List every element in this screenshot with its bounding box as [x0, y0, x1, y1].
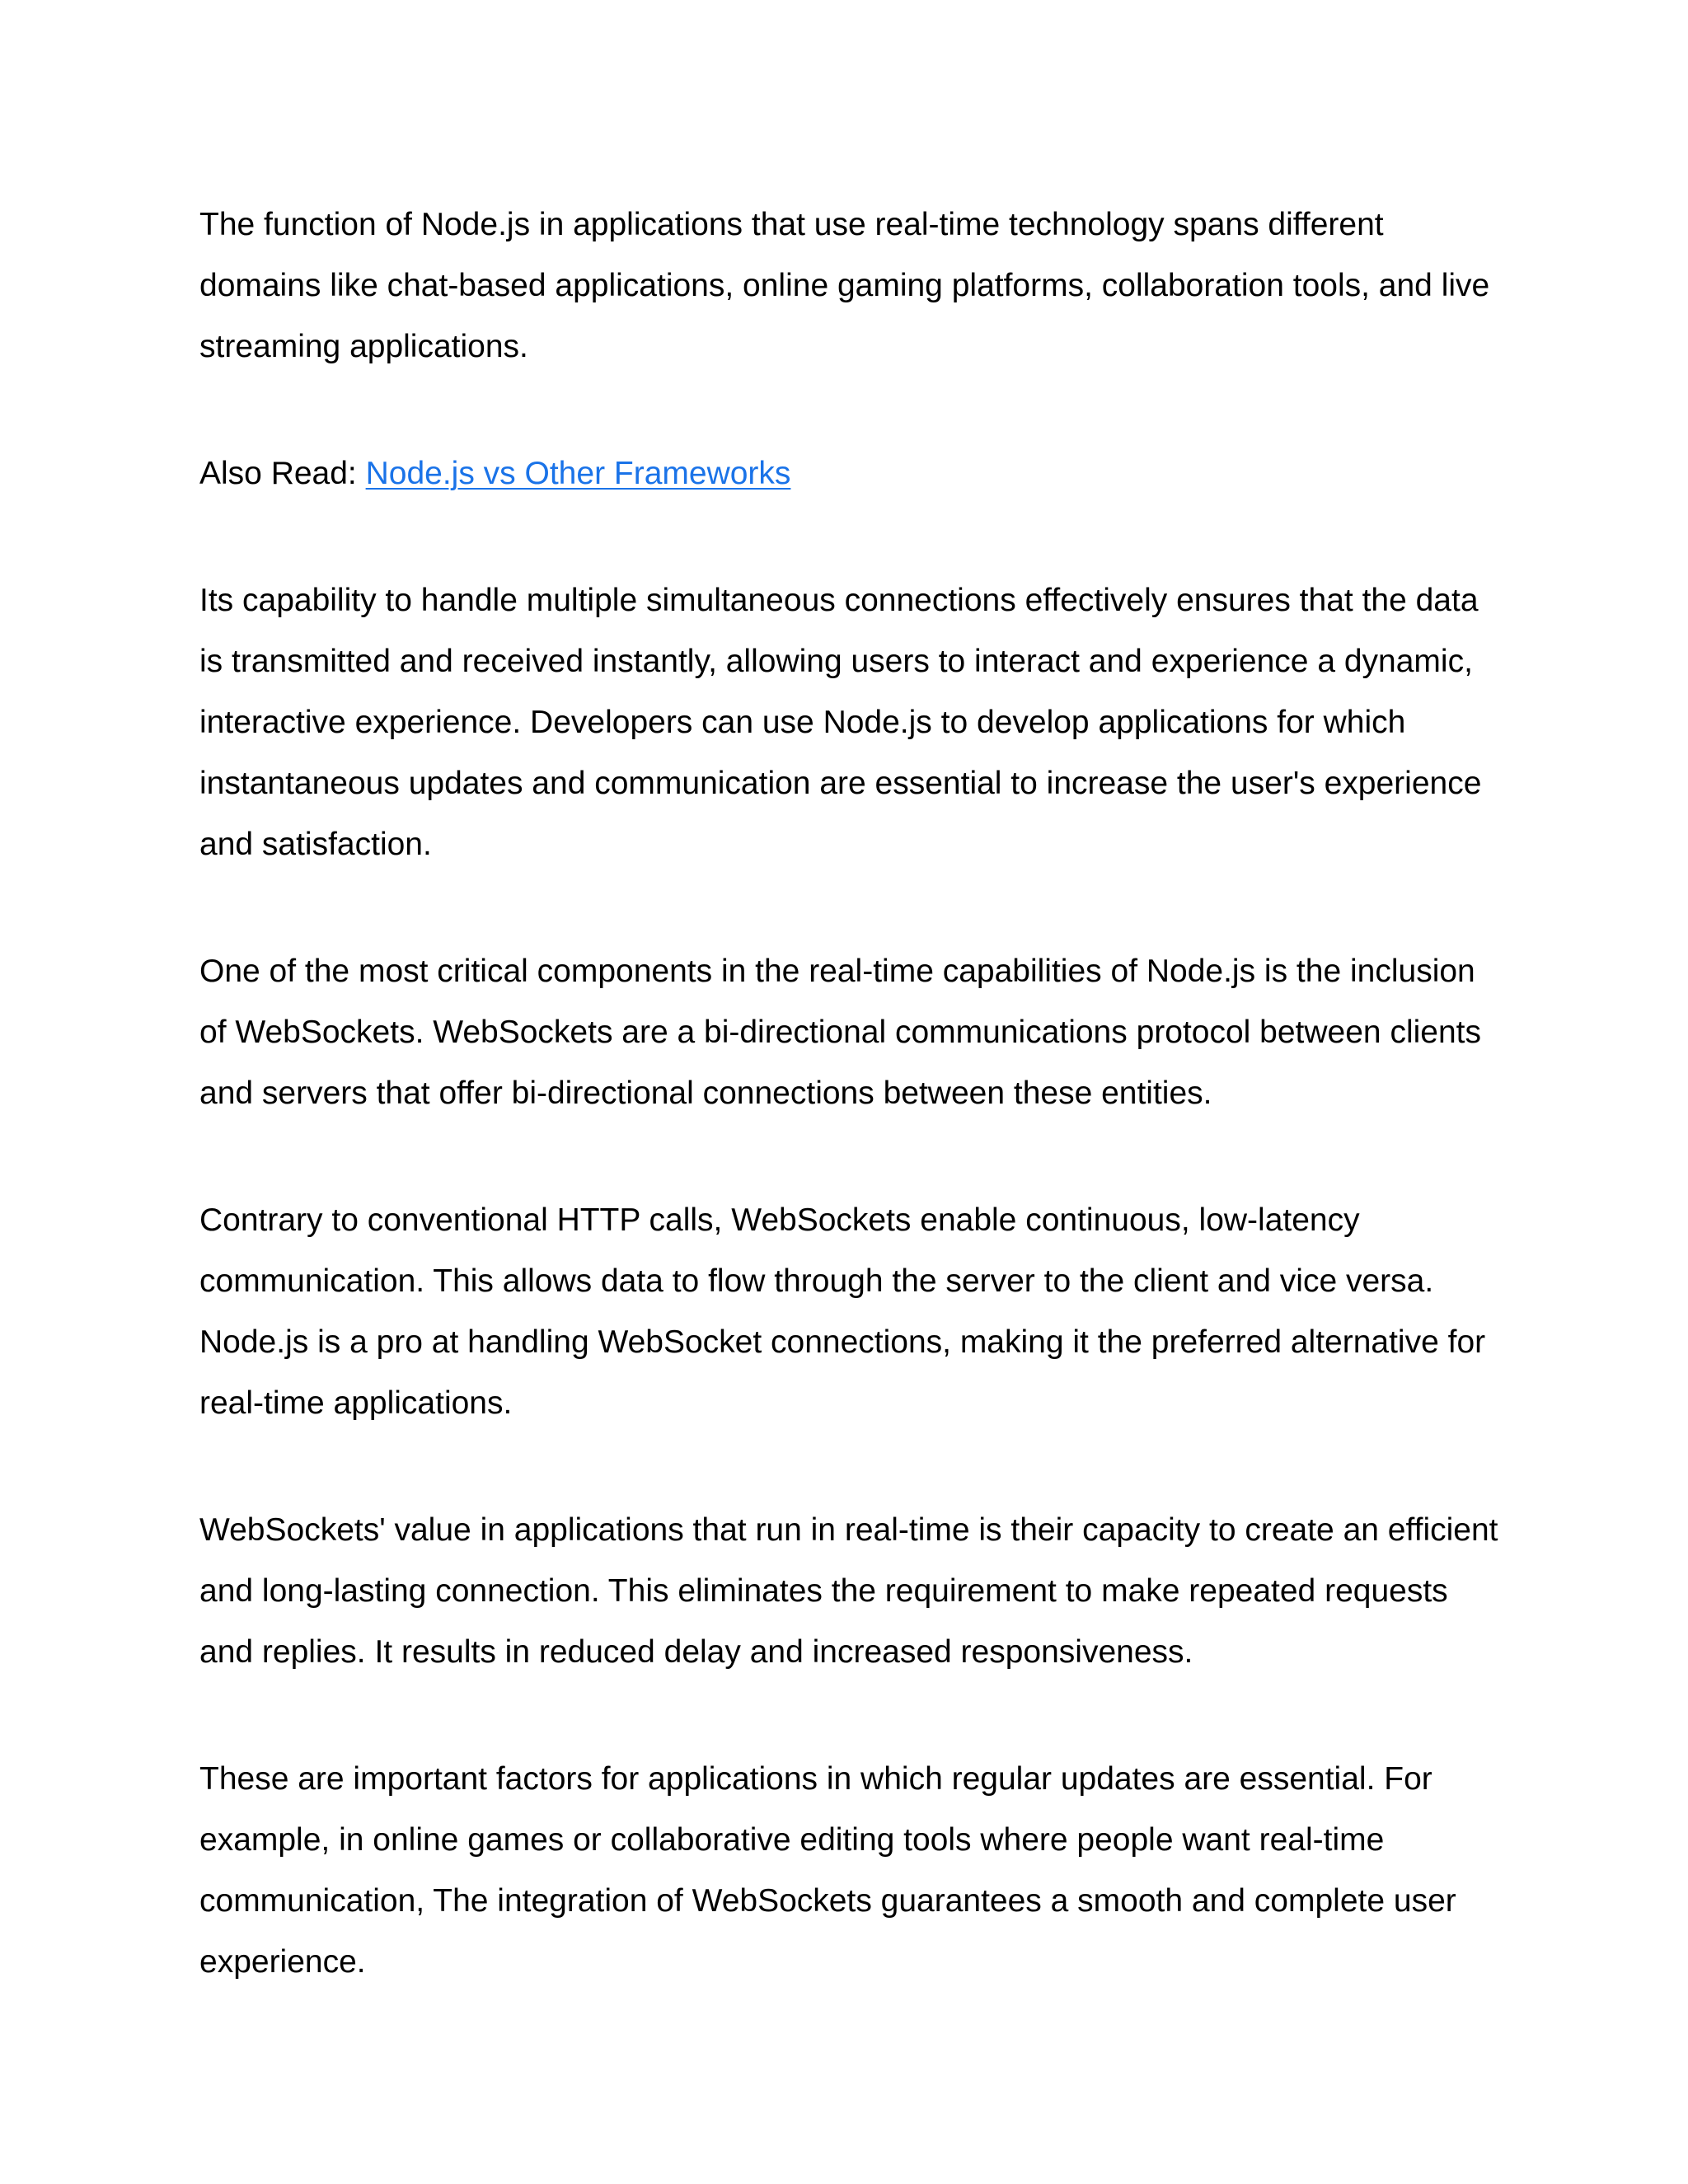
paragraph-http-contrast: Contrary to conventional HTTP calls, WebSockets enable continuous, low-latency communication. This allows data to flow through the server to the client and vice versa. Node.js is a pro at handling WebSocket connections, making it the preferred alternative for real-time applications. — [199, 1202, 1486, 1421]
document-body — [199, 194, 1510, 1993]
paragraph-factors: These are important factors for applications in which regular updates are essential. For example, in online games or collaborative editing tools where people want real-time communication, The integration of WebSockets guarantees a smooth and complete user experience. — [199, 1761, 1456, 1980]
also-read-link[interactable]: Node.js vs Other Frameworks — [365, 456, 791, 491]
also-read-prefix: Also Read: — [199, 456, 366, 491]
paragraph-websockets-intro: One of the most critical components in the real-time capabilities of Node.js is the inclusion of WebSockets. WebSockets are a bi-directional communications protocol between clients and servers that offer bi-directional connections between these entities. — [199, 954, 1481, 1111]
paragraph-websockets-value: WebSockets' value in applications that run in real-time is their capacity to create an efficient and long-lasting connection. This eliminates the requirement to make repeated requests and replies. It results in reduced delay and increased responsiveness. — [199, 1512, 1498, 1670]
paragraph-capability: Its capability to handle multiple simultaneous connections effectively ensures that the data is transmitted and received instantly, allowing users to interact and experience a dynamic, interactive experience. Developers can use Node.js to develop applications for which instantaneous updates and communication are essential to increase the user's experience and satisfaction. — [199, 583, 1482, 862]
paragraph-intro: The function of Node.js in applications that use real-time technology spans different domains like chat-based applications, online gaming platforms, collaboration tools, and live streaming applications. — [199, 207, 1490, 364]
also-read-line — [199, 443, 1510, 504]
